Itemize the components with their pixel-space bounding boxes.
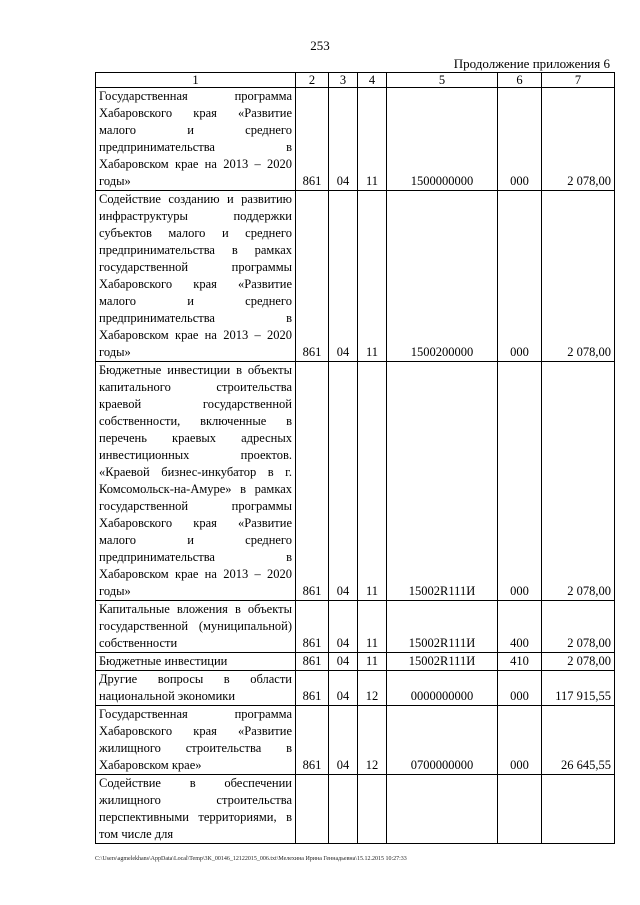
row-code-6 xyxy=(498,775,542,844)
row-code-6: 000 xyxy=(498,706,542,775)
table-row xyxy=(96,601,615,653)
column-header: 6 xyxy=(498,73,542,88)
table-header-row xyxy=(96,73,615,88)
row-code-4: 11 xyxy=(358,191,387,362)
row-code-4: 12 xyxy=(358,671,387,706)
row-name: Содействие созданию и развитию инфраструктуры поддержки субъектов малого и среднего предпринимательства в рамках государственной программы Хабаровского края «Развитие малого и среднего предпринимательства в Хабаровском крае на 2013 – 2020 годы» xyxy=(96,191,296,362)
column-header: 4 xyxy=(358,73,387,88)
row-amount: 2 078,00 xyxy=(542,601,615,653)
row-name: Содействие в обеспечении жилищного строительства перспективными территориями, в том числе для xyxy=(96,775,296,844)
budget-table xyxy=(95,72,615,844)
row-name: Государственная программа Хабаровского края «Развитие жилищного строительства в Хабаровском крае» xyxy=(96,706,296,775)
column-header: 3 xyxy=(329,73,358,88)
row-amount: 2 078,00 xyxy=(542,88,615,191)
row-code-5 xyxy=(387,775,498,844)
row-code-5: 15002R111И xyxy=(387,601,498,653)
row-code-2: 861 xyxy=(296,191,329,362)
column-header: 1 xyxy=(96,73,296,88)
row-code-6: 000 xyxy=(498,671,542,706)
row-code-2 xyxy=(296,775,329,844)
row-code-6: 000 xyxy=(498,191,542,362)
row-code-3: 04 xyxy=(329,601,358,653)
row-code-2: 861 xyxy=(296,601,329,653)
row-amount: 2 078,00 xyxy=(542,653,615,671)
table-row xyxy=(96,706,615,775)
row-code-4: 11 xyxy=(358,88,387,191)
row-name: Государственная программа Хабаровского края «Развитие малого и среднего предпринимательства в Хабаровском крае на 2013 – 2020 годы» xyxy=(96,88,296,191)
row-code-6: 000 xyxy=(498,362,542,601)
row-name: Капитальные вложения в объекты государственной (муниципальной) собственности xyxy=(96,601,296,653)
column-header: 5 xyxy=(387,73,498,88)
column-header: 7 xyxy=(542,73,615,88)
row-amount: 2 078,00 xyxy=(542,362,615,601)
table-row xyxy=(96,88,615,191)
continuation-label: Продолжение приложения 6 xyxy=(453,56,610,71)
table-row xyxy=(96,362,615,601)
row-code-5: 15002R111И xyxy=(387,653,498,671)
row-code-3: 04 xyxy=(329,191,358,362)
row-code-4 xyxy=(358,775,387,844)
row-code-4: 11 xyxy=(358,653,387,671)
page-number: 253 xyxy=(310,38,330,53)
row-code-4: 11 xyxy=(358,601,387,653)
row-amount xyxy=(542,775,615,844)
row-amount: 26 645,55 xyxy=(542,706,615,775)
row-name: Другие вопросы в области национальной экономики xyxy=(96,671,296,706)
row-code-6: 410 xyxy=(498,653,542,671)
row-amount: 117 915,55 xyxy=(542,671,615,706)
table-row xyxy=(96,653,615,671)
row-code-2: 861 xyxy=(296,362,329,601)
table-row xyxy=(96,191,615,362)
row-code-5: 15002R111И xyxy=(387,362,498,601)
row-code-6: 000 xyxy=(498,88,542,191)
row-code-2: 861 xyxy=(296,706,329,775)
row-code-4: 12 xyxy=(358,706,387,775)
row-code-3: 04 xyxy=(329,706,358,775)
row-code-5: 1500200000 xyxy=(387,191,498,362)
column-header: 2 xyxy=(296,73,329,88)
row-name: Бюджетные инвестиции xyxy=(96,653,296,671)
file-path-footer: C:\Users\agmelekhans\AppData\Local\Temp\3K_00146_12122015_006.txt\Мелехина Ирина Геннадьевна\15.12.2015 10:27:33 xyxy=(95,856,407,862)
row-code-3 xyxy=(329,775,358,844)
row-amount: 2 078,00 xyxy=(542,191,615,362)
row-code-2: 861 xyxy=(296,653,329,671)
row-code-5: 0700000000 xyxy=(387,706,498,775)
row-name: Бюджетные инвестиции в объекты капитального строительства краевой государственной собственности, включенные в перечень краевых адресных инвестиционных проектов. «Краевой бизнес-инкубатор в г. Комсомольск-на-Амуре» в рамках государственной программы Хабаровского края «Развитие малого и среднего предпринимательства в Хабаровском крае на 2013 – 2020 годы» xyxy=(96,362,296,601)
row-code-3: 04 xyxy=(329,362,358,601)
row-code-2: 861 xyxy=(296,88,329,191)
row-code-3: 04 xyxy=(329,653,358,671)
row-code-2: 861 xyxy=(296,671,329,706)
table-row xyxy=(96,775,615,844)
row-code-4: 11 xyxy=(358,362,387,601)
row-code-5: 0000000000 xyxy=(387,671,498,706)
row-code-3: 04 xyxy=(329,88,358,191)
row-code-3: 04 xyxy=(329,671,358,706)
row-code-5: 1500000000 xyxy=(387,88,498,191)
table-row xyxy=(96,671,615,706)
row-code-6: 400 xyxy=(498,601,542,653)
